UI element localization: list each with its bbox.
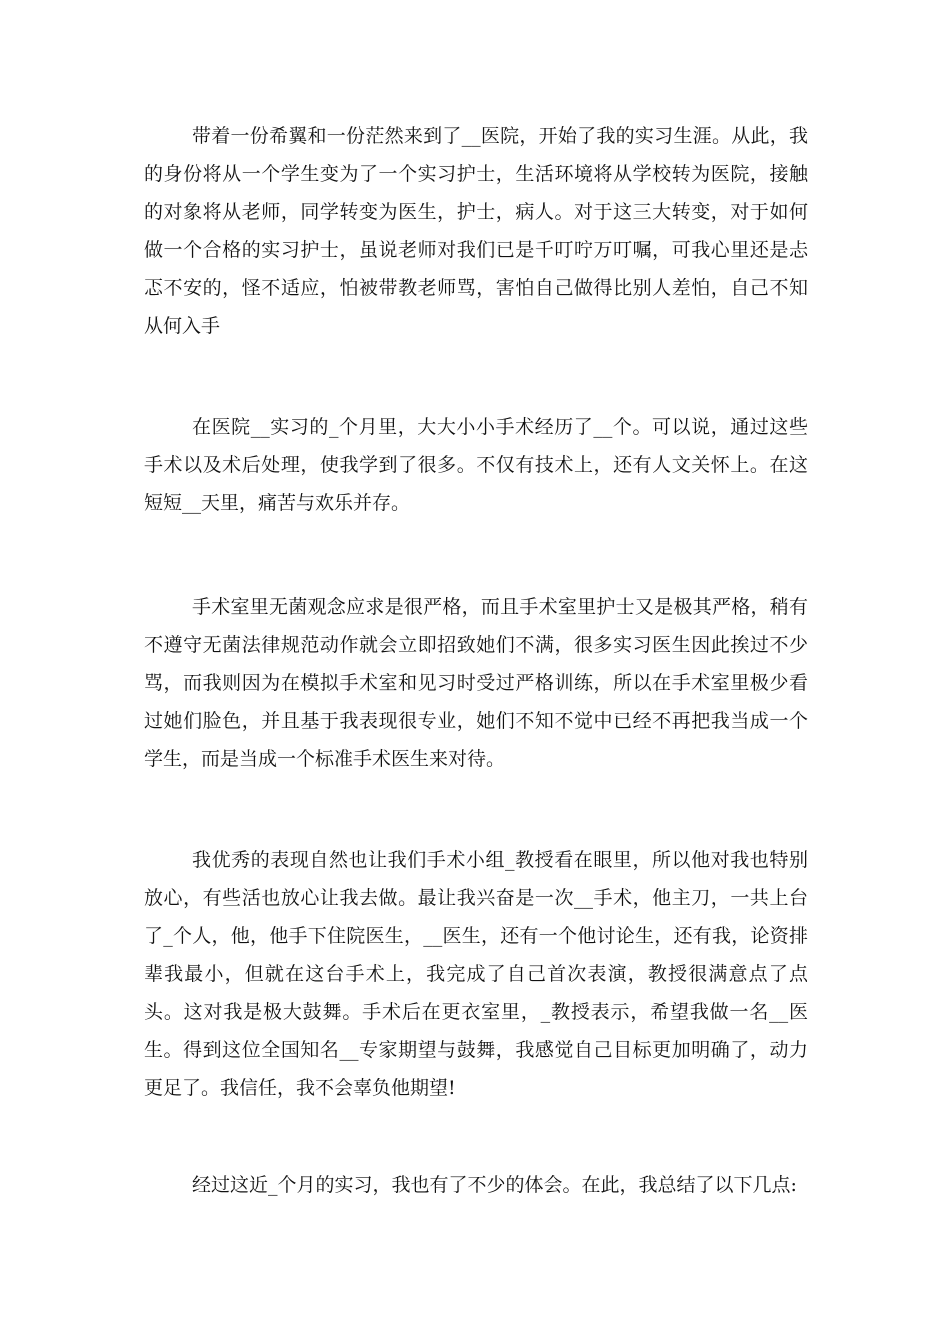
paragraph-professor: 我优秀的表现自然也让我们手术小组_教授看在眼里，所以他对我也特别放心，有些活也放心让我去做。最让我兴奋是一次__手术，他主刀，一共上台了_个人，他，他手下住院医生，__医生，还有一个他讨论生，还有我，论资排辈我最小，但就在这台手术上，我完成了自己首次表演，教授很满意点了点头。这对我是极大鼓舞。手术后在更衣室里，_教授表示，希望我做一名__医生。得到这位全国知名__专家期望与鼓舞，我感觉自己目标更加明确了，动力更足了。我信任，我不会辜负他期望! <box>144 849 808 1099</box>
paragraph-surgery-experience: 在医院__实习的_个月里，大大小小手术经历了__个。可以说，通过这些手术以及术后处理，使我学到了很多。不仅有技术上，还有人文关怀上。在这短短__天里，痛苦与欢乐并存。 <box>144 416 808 514</box>
paragraph-summary: 经过这近_个月的实习，我也有了不少的体会。在此，我总结了以下几点: <box>192 1174 797 1196</box>
paragraph-operating-room: 手术室里无菌观念应求是很严格，而且手术室里护士又是极其严格，稍有不遵守无菌法律规范动作就会立即招致她们不满，很多实习医生因此挨过不少骂，而我则因为在模拟手术室和见习时受过严格训练，所以在手术室里极少看过她们脸色，并且基于我表现很专业，她们不知不觉中已经不再把我当成一个学生，而是当成一个标准手术医生来对待。 <box>144 596 808 770</box>
paragraph-intro: 带着一份希翼和一份茫然来到了__医院，开始了我的实习生涯。从此，我的身份将从一个学生变为了一个实习护士，生活环境将从学校转为医院，接触的对象将从老师，同学转变为医生，护士，病人。对于这三大转变，对于如何做一个合格的实习护士，虽说老师对我们已是千叮咛万叮嘱，可我心里还是忐忑不安的，怪不适应，怕被带教老师骂，害怕自己做得比别人差怕，自己不知从何入手 <box>144 125 808 337</box>
